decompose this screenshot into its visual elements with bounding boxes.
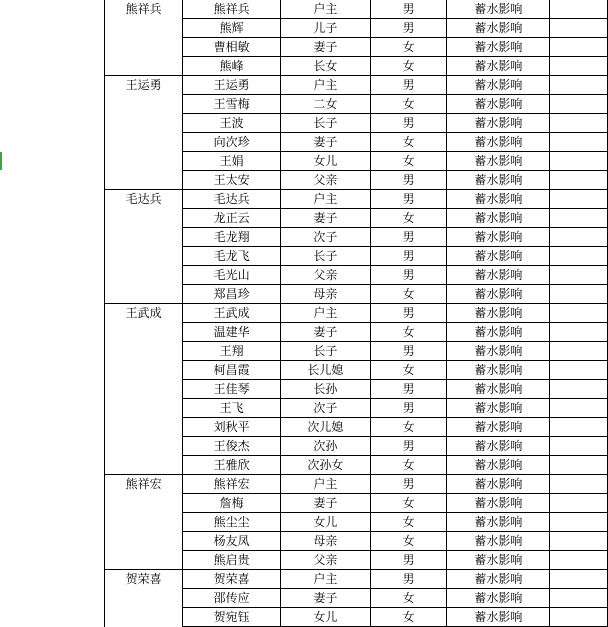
gender-cell[interactable]: 女: [370, 418, 447, 437]
gender-cell[interactable]: 女: [370, 38, 447, 57]
relation-cell[interactable]: 长儿媳: [281, 361, 371, 380]
gender-cell[interactable]: 女: [370, 209, 447, 228]
empty-cell[interactable]: [550, 171, 608, 190]
table-row: [105, 323, 608, 342]
table-row: [105, 247, 608, 266]
empty-cell[interactable]: [550, 456, 608, 475]
member-name-cell[interactable]: 王雪梅: [183, 95, 281, 114]
relation-cell[interactable]: 父亲: [281, 171, 371, 190]
relation-cell[interactable]: 次孙女: [281, 456, 371, 475]
table-row: [105, 171, 608, 190]
reason-cell[interactable]: 蓄水影响: [447, 171, 550, 190]
relation-cell[interactable]: 长女: [281, 57, 371, 76]
relation-cell[interactable]: 户主: [281, 304, 371, 323]
empty-cell[interactable]: [550, 532, 608, 551]
relation-cell[interactable]: 户主: [281, 475, 371, 494]
member-name-cell[interactable]: 刘秋平: [183, 418, 281, 437]
empty-cell[interactable]: [550, 342, 608, 361]
member-name-cell[interactable]: 詹梅: [183, 494, 281, 513]
relation-cell[interactable]: 二女: [281, 95, 371, 114]
household-head-cell[interactable]: [105, 323, 183, 342]
reason-cell[interactable]: 蓄水影响: [447, 323, 550, 342]
household-head-cell[interactable]: [105, 456, 183, 475]
table-row: [105, 133, 608, 152]
household-table: [105, 0, 608, 627]
gender-cell[interactable]: 女: [370, 95, 447, 114]
empty-cell[interactable]: [550, 589, 608, 608]
relation-cell[interactable]: 次儿媳: [281, 418, 371, 437]
gender-cell[interactable]: 男: [370, 247, 447, 266]
empty-cell[interactable]: [550, 475, 608, 494]
member-name-cell[interactable]: 王武成: [183, 304, 281, 323]
empty-cell[interactable]: [550, 380, 608, 399]
table-row: [105, 399, 608, 418]
gender-cell[interactable]: 男: [370, 304, 447, 323]
table-row: [105, 380, 608, 399]
gender-cell[interactable]: 女: [370, 608, 447, 627]
empty-cell[interactable]: [550, 152, 608, 171]
reason-cell[interactable]: 蓄水影响: [447, 570, 550, 589]
member-name-cell[interactable]: 毛达兵: [183, 190, 281, 209]
gender-cell[interactable]: 男: [370, 76, 447, 95]
table-row: [105, 494, 608, 513]
gender-cell[interactable]: 男: [370, 437, 447, 456]
empty-cell[interactable]: [550, 0, 608, 19]
relation-cell[interactable]: 妻子: [281, 494, 371, 513]
table-row: [105, 38, 608, 57]
member-name-cell[interactable]: 贺荣喜: [183, 570, 281, 589]
gender-cell[interactable]: 女: [370, 532, 447, 551]
member-name-cell[interactable]: 熊启贵: [183, 551, 281, 570]
relation-cell[interactable]: 户主: [281, 190, 371, 209]
household-head-cell[interactable]: [105, 342, 183, 361]
household-head-cell[interactable]: [105, 551, 183, 570]
relation-cell[interactable]: 父亲: [281, 266, 371, 285]
empty-cell[interactable]: [550, 19, 608, 38]
reason-cell[interactable]: 蓄水影响: [447, 114, 550, 133]
household-head-cell[interactable]: 毛达兵: [105, 190, 183, 209]
relation-cell[interactable]: 妻子: [281, 209, 371, 228]
reason-cell[interactable]: 蓄水影响: [447, 0, 550, 19]
empty-cell[interactable]: [550, 133, 608, 152]
empty-cell[interactable]: [550, 551, 608, 570]
member-name-cell[interactable]: 熊祥兵: [183, 0, 281, 19]
gender-cell[interactable]: 男: [370, 570, 447, 589]
empty-cell[interactable]: [550, 190, 608, 209]
household-head-cell[interactable]: [105, 247, 183, 266]
gender-cell[interactable]: 女: [370, 589, 447, 608]
household-head-cell[interactable]: [105, 494, 183, 513]
member-name-cell[interactable]: 毛龙飞: [183, 247, 281, 266]
relation-cell[interactable]: 女儿: [281, 152, 371, 171]
gender-cell[interactable]: 女: [370, 456, 447, 475]
household-head-cell[interactable]: [105, 589, 183, 608]
relation-cell[interactable]: 女儿: [281, 608, 371, 627]
relation-cell[interactable]: 妻子: [281, 323, 371, 342]
relation-cell[interactable]: 妻子: [281, 589, 371, 608]
member-name-cell[interactable]: 熊峰: [183, 57, 281, 76]
table-row: [105, 76, 608, 95]
reason-cell[interactable]: 蓄水影响: [447, 95, 550, 114]
household-head-cell[interactable]: [105, 608, 183, 627]
empty-cell[interactable]: [550, 513, 608, 532]
gender-cell[interactable]: 男: [370, 551, 447, 570]
household-head-cell[interactable]: [105, 361, 183, 380]
table-row: [105, 0, 608, 19]
member-name-cell[interactable]: 邵传应: [183, 589, 281, 608]
reason-cell[interactable]: 蓄水影响: [447, 418, 550, 437]
table-row: [105, 361, 608, 380]
empty-cell[interactable]: [550, 361, 608, 380]
member-name-cell[interactable]: 温建华: [183, 323, 281, 342]
household-head-cell[interactable]: [105, 133, 183, 152]
relation-cell[interactable]: 长子: [281, 342, 371, 361]
household-head-cell[interactable]: 贺荣喜: [105, 570, 183, 589]
household-head-cell[interactable]: [105, 418, 183, 437]
empty-cell[interactable]: [550, 399, 608, 418]
reason-cell[interactable]: 蓄水影响: [447, 551, 550, 570]
table-row: [105, 285, 608, 304]
member-name-cell[interactable]: 王飞: [183, 399, 281, 418]
gender-cell[interactable]: 女: [370, 285, 447, 304]
empty-cell[interactable]: [550, 114, 608, 133]
household-head-cell[interactable]: [105, 266, 183, 285]
left-empty-column[interactable]: [0, 0, 105, 627]
reason-cell[interactable]: 蓄水影响: [447, 266, 550, 285]
table-row: [105, 418, 608, 437]
table-row: [105, 456, 608, 475]
table-row: [105, 95, 608, 114]
reason-cell[interactable]: 蓄水影响: [447, 456, 550, 475]
empty-cell[interactable]: [550, 228, 608, 247]
household-head-cell[interactable]: [105, 171, 183, 190]
empty-cell[interactable]: [550, 418, 608, 437]
relation-cell[interactable]: 妻子: [281, 133, 371, 152]
gender-cell[interactable]: 女: [370, 152, 447, 171]
relation-cell[interactable]: 户主: [281, 76, 371, 95]
gender-cell[interactable]: 男: [370, 19, 447, 38]
gender-cell[interactable]: 男: [370, 0, 447, 19]
gender-cell[interactable]: 男: [370, 399, 447, 418]
reason-cell[interactable]: 蓄水影响: [447, 152, 550, 171]
empty-cell[interactable]: [550, 266, 608, 285]
gender-cell[interactable]: 男: [370, 380, 447, 399]
household-head-cell[interactable]: [105, 209, 183, 228]
relation-cell[interactable]: 父亲: [281, 551, 371, 570]
gender-cell[interactable]: 男: [370, 114, 447, 133]
member-name-cell[interactable]: 柯昌霞: [183, 361, 281, 380]
member-name-cell[interactable]: 王俊杰: [183, 437, 281, 456]
household-head-cell[interactable]: [105, 152, 183, 171]
relation-cell[interactable]: 母亲: [281, 285, 371, 304]
table-row: [105, 190, 608, 209]
reason-cell[interactable]: 蓄水影响: [447, 247, 550, 266]
gender-cell[interactable]: 男: [370, 228, 447, 247]
reason-cell[interactable]: 蓄水影响: [447, 399, 550, 418]
household-head-cell[interactable]: [105, 114, 183, 133]
relation-cell[interactable]: 户主: [281, 0, 371, 19]
relation-cell[interactable]: 长子: [281, 247, 371, 266]
empty-cell[interactable]: [550, 76, 608, 95]
empty-cell[interactable]: [550, 95, 608, 114]
member-name-cell[interactable]: 王娟: [183, 152, 281, 171]
reason-cell[interactable]: 蓄水影响: [447, 285, 550, 304]
table-body: [105, 0, 608, 627]
empty-cell[interactable]: [550, 437, 608, 456]
table-row: [105, 114, 608, 133]
member-name-cell[interactable]: 毛龙翔: [183, 228, 281, 247]
relation-cell[interactable]: 次孙: [281, 437, 371, 456]
relation-cell[interactable]: 长子: [281, 114, 371, 133]
relation-cell[interactable]: 妻子: [281, 38, 371, 57]
household-head-cell[interactable]: [105, 399, 183, 418]
gender-cell[interactable]: 男: [370, 475, 447, 494]
table-row: [105, 570, 608, 589]
member-name-cell[interactable]: 曹相敏: [183, 38, 281, 57]
gender-cell[interactable]: 女: [370, 133, 447, 152]
table-row: [105, 589, 608, 608]
empty-cell[interactable]: [550, 57, 608, 76]
household-head-cell[interactable]: [105, 532, 183, 551]
household-head-cell[interactable]: [105, 19, 183, 38]
reason-cell[interactable]: 蓄水影响: [447, 57, 550, 76]
gender-cell[interactable]: 女: [370, 494, 447, 513]
gender-cell[interactable]: 男: [370, 171, 447, 190]
gender-cell[interactable]: 男: [370, 342, 447, 361]
member-name-cell[interactable]: 熊辉: [183, 19, 281, 38]
reason-cell[interactable]: 蓄水影响: [447, 228, 550, 247]
empty-cell[interactable]: [550, 304, 608, 323]
empty-cell[interactable]: [550, 285, 608, 304]
relation-cell[interactable]: 户主: [281, 570, 371, 589]
member-name-cell[interactable]: 熊尘尘: [183, 513, 281, 532]
empty-cell[interactable]: [550, 608, 608, 627]
reason-cell[interactable]: 蓄水影响: [447, 133, 550, 152]
member-name-cell[interactable]: 贺宛钰: [183, 608, 281, 627]
member-name-cell[interactable]: 王翔: [183, 342, 281, 361]
table-row: [105, 209, 608, 228]
reason-cell[interactable]: 蓄水影响: [447, 589, 550, 608]
table-row: [105, 475, 608, 494]
household-head-cell[interactable]: 熊祥兵: [105, 0, 183, 19]
gender-cell[interactable]: 女: [370, 361, 447, 380]
member-name-cell[interactable]: 毛光山: [183, 266, 281, 285]
member-name-cell[interactable]: 王佳琴: [183, 380, 281, 399]
reason-cell[interactable]: 蓄水影响: [447, 532, 550, 551]
reason-cell[interactable]: 蓄水影响: [447, 38, 550, 57]
gender-cell[interactable]: 男: [370, 190, 447, 209]
household-head-cell[interactable]: [105, 57, 183, 76]
gender-cell[interactable]: 男: [370, 266, 447, 285]
relation-cell[interactable]: 长孙: [281, 380, 371, 399]
household-head-cell[interactable]: [105, 95, 183, 114]
member-name-cell[interactable]: 郑昌珍: [183, 285, 281, 304]
table-row: [105, 152, 608, 171]
table-row: [105, 513, 608, 532]
member-name-cell[interactable]: 王波: [183, 114, 281, 133]
table-row: [105, 532, 608, 551]
household-head-cell[interactable]: 王运勇: [105, 76, 183, 95]
relation-cell[interactable]: 次子: [281, 399, 371, 418]
reason-cell[interactable]: 蓄水影响: [447, 342, 550, 361]
reason-cell[interactable]: 蓄水影响: [447, 76, 550, 95]
table-row: [105, 551, 608, 570]
household-head-cell[interactable]: [105, 285, 183, 304]
member-name-cell[interactable]: 龙正云: [183, 209, 281, 228]
reason-cell[interactable]: 蓄水影响: [447, 19, 550, 38]
household-head-cell[interactable]: [105, 513, 183, 532]
member-name-cell[interactable]: 王太安: [183, 171, 281, 190]
table-row: [105, 19, 608, 38]
empty-cell[interactable]: [550, 494, 608, 513]
household-head-cell[interactable]: [105, 228, 183, 247]
reason-cell[interactable]: 蓄水影响: [447, 437, 550, 456]
empty-cell[interactable]: [550, 247, 608, 266]
relation-cell[interactable]: 儿子: [281, 19, 371, 38]
table-row: [105, 437, 608, 456]
reason-cell[interactable]: 蓄水影响: [447, 209, 550, 228]
reason-cell[interactable]: 蓄水影响: [447, 190, 550, 209]
household-head-cell[interactable]: 熊祥宏: [105, 475, 183, 494]
row-selection-marker: [0, 152, 2, 170]
reason-cell[interactable]: 蓄水影响: [447, 494, 550, 513]
table-row: [105, 342, 608, 361]
empty-cell[interactable]: [550, 209, 608, 228]
table-row: [105, 57, 608, 76]
reason-cell[interactable]: 蓄水影响: [447, 475, 550, 494]
reason-cell[interactable]: 蓄水影响: [447, 608, 550, 627]
member-name-cell[interactable]: 王雅欣: [183, 456, 281, 475]
table-row: [105, 304, 608, 323]
reason-cell[interactable]: 蓄水影响: [447, 304, 550, 323]
reason-cell[interactable]: 蓄水影响: [447, 361, 550, 380]
household-head-cell[interactable]: [105, 437, 183, 456]
relation-cell[interactable]: 母亲: [281, 532, 371, 551]
relation-cell[interactable]: 女儿: [281, 513, 371, 532]
household-head-cell[interactable]: [105, 38, 183, 57]
household-head-cell[interactable]: 王武成: [105, 304, 183, 323]
table-row: [105, 228, 608, 247]
gender-cell[interactable]: 女: [370, 57, 447, 76]
gender-cell[interactable]: 女: [370, 513, 447, 532]
member-name-cell[interactable]: 向次珍: [183, 133, 281, 152]
household-head-cell[interactable]: [105, 380, 183, 399]
empty-cell[interactable]: [550, 38, 608, 57]
empty-cell[interactable]: [550, 323, 608, 342]
table-row: [105, 608, 608, 627]
member-name-cell[interactable]: 王运勇: [183, 76, 281, 95]
reason-cell[interactable]: 蓄水影响: [447, 513, 550, 532]
relation-cell[interactable]: 次子: [281, 228, 371, 247]
reason-cell[interactable]: 蓄水影响: [447, 380, 550, 399]
member-name-cell[interactable]: 熊祥宏: [183, 475, 281, 494]
table-row: [105, 266, 608, 285]
gender-cell[interactable]: 女: [370, 323, 447, 342]
member-name-cell[interactable]: 杨友凤: [183, 532, 281, 551]
empty-cell[interactable]: [550, 570, 608, 589]
